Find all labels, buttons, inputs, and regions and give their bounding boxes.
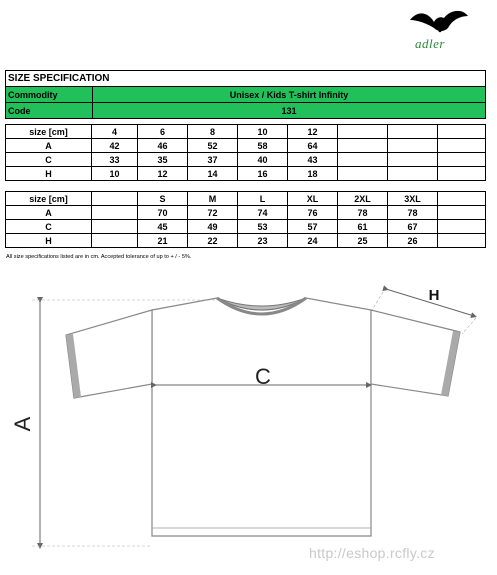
watermark: http://eshop.rcfly.cz (309, 545, 435, 561)
size-cell: 3XL (388, 192, 438, 206)
size-cell: 14 (188, 167, 238, 181)
size-cell: 43 (288, 153, 338, 167)
row-label-cell: H (6, 234, 92, 248)
row-label-cell: H (6, 167, 92, 181)
size-cell: L (238, 192, 288, 206)
size-cell: 70 (138, 206, 188, 220)
size-cell: 10 (92, 167, 138, 181)
size-cell: 64 (288, 139, 338, 153)
size-cell: 46 (138, 139, 188, 153)
size-cell: 42 (92, 139, 138, 153)
size-cell: 12 (138, 167, 188, 181)
size-cell: 8 (188, 125, 238, 139)
row-label-cell: C (6, 220, 92, 234)
size-cell: 23 (238, 234, 288, 248)
size-cell: 74 (238, 206, 288, 220)
size-cell: 12 (288, 125, 338, 139)
brand-logo-text: adler (415, 36, 445, 51)
tolerance-note: All size specifications listed are in cm. Accepted tolerance of up to + / - 5%. (6, 254, 192, 260)
tshirt-body (152, 298, 371, 536)
size-cell: 67 (388, 220, 438, 234)
code-value: 131 (93, 103, 486, 119)
size-cell: 76 (288, 206, 338, 220)
commodity-label: Commodity (6, 87, 93, 103)
size-cell: 22 (188, 234, 238, 248)
size-cell: 49 (188, 220, 238, 234)
row-label-cell: size [cm] (6, 125, 92, 139)
size-cell: 26 (388, 234, 438, 248)
size-cell: 78 (338, 206, 388, 220)
size-cell: 6 (138, 125, 188, 139)
size-cell: 72 (188, 206, 238, 220)
row-label-cell: A (6, 206, 92, 220)
size-cell: 37 (188, 153, 238, 167)
label-a: A (10, 416, 35, 432)
size-cell: 57 (288, 220, 338, 234)
size-cell: 53 (238, 220, 288, 234)
spec-title: SIZE SPECIFICATION (6, 71, 486, 87)
size-cell: 40 (238, 153, 288, 167)
label-h: H (428, 287, 440, 304)
size-cell: 33 (92, 153, 138, 167)
size-cell: 10 (238, 125, 288, 139)
size-cell: XL (288, 192, 338, 206)
size-cell: S (138, 192, 188, 206)
size-cell: 58 (238, 139, 288, 153)
row-label-cell: A (6, 139, 92, 153)
size-cell: 52 (188, 139, 238, 153)
size-cell: 21 (138, 234, 188, 248)
size-cell: 18 (288, 167, 338, 181)
row-label-cell: C (6, 153, 92, 167)
size-cell: 25 (338, 234, 388, 248)
size-cell: 2XL (338, 192, 388, 206)
size-cell: M (188, 192, 238, 206)
size-cell: 24 (288, 234, 338, 248)
code-label: Code (6, 103, 93, 119)
size-cell: 16 (238, 167, 288, 181)
label-c: C (255, 364, 271, 389)
size-cell: 78 (388, 206, 438, 220)
row-label-cell: size [cm] (6, 192, 92, 206)
size-cell: 35 (138, 153, 188, 167)
size-cell: 61 (338, 220, 388, 234)
commodity-value: Unisex / Kids T-shirt Infinity (93, 87, 486, 103)
size-cell: 45 (138, 220, 188, 234)
size-cell: 4 (92, 125, 138, 139)
